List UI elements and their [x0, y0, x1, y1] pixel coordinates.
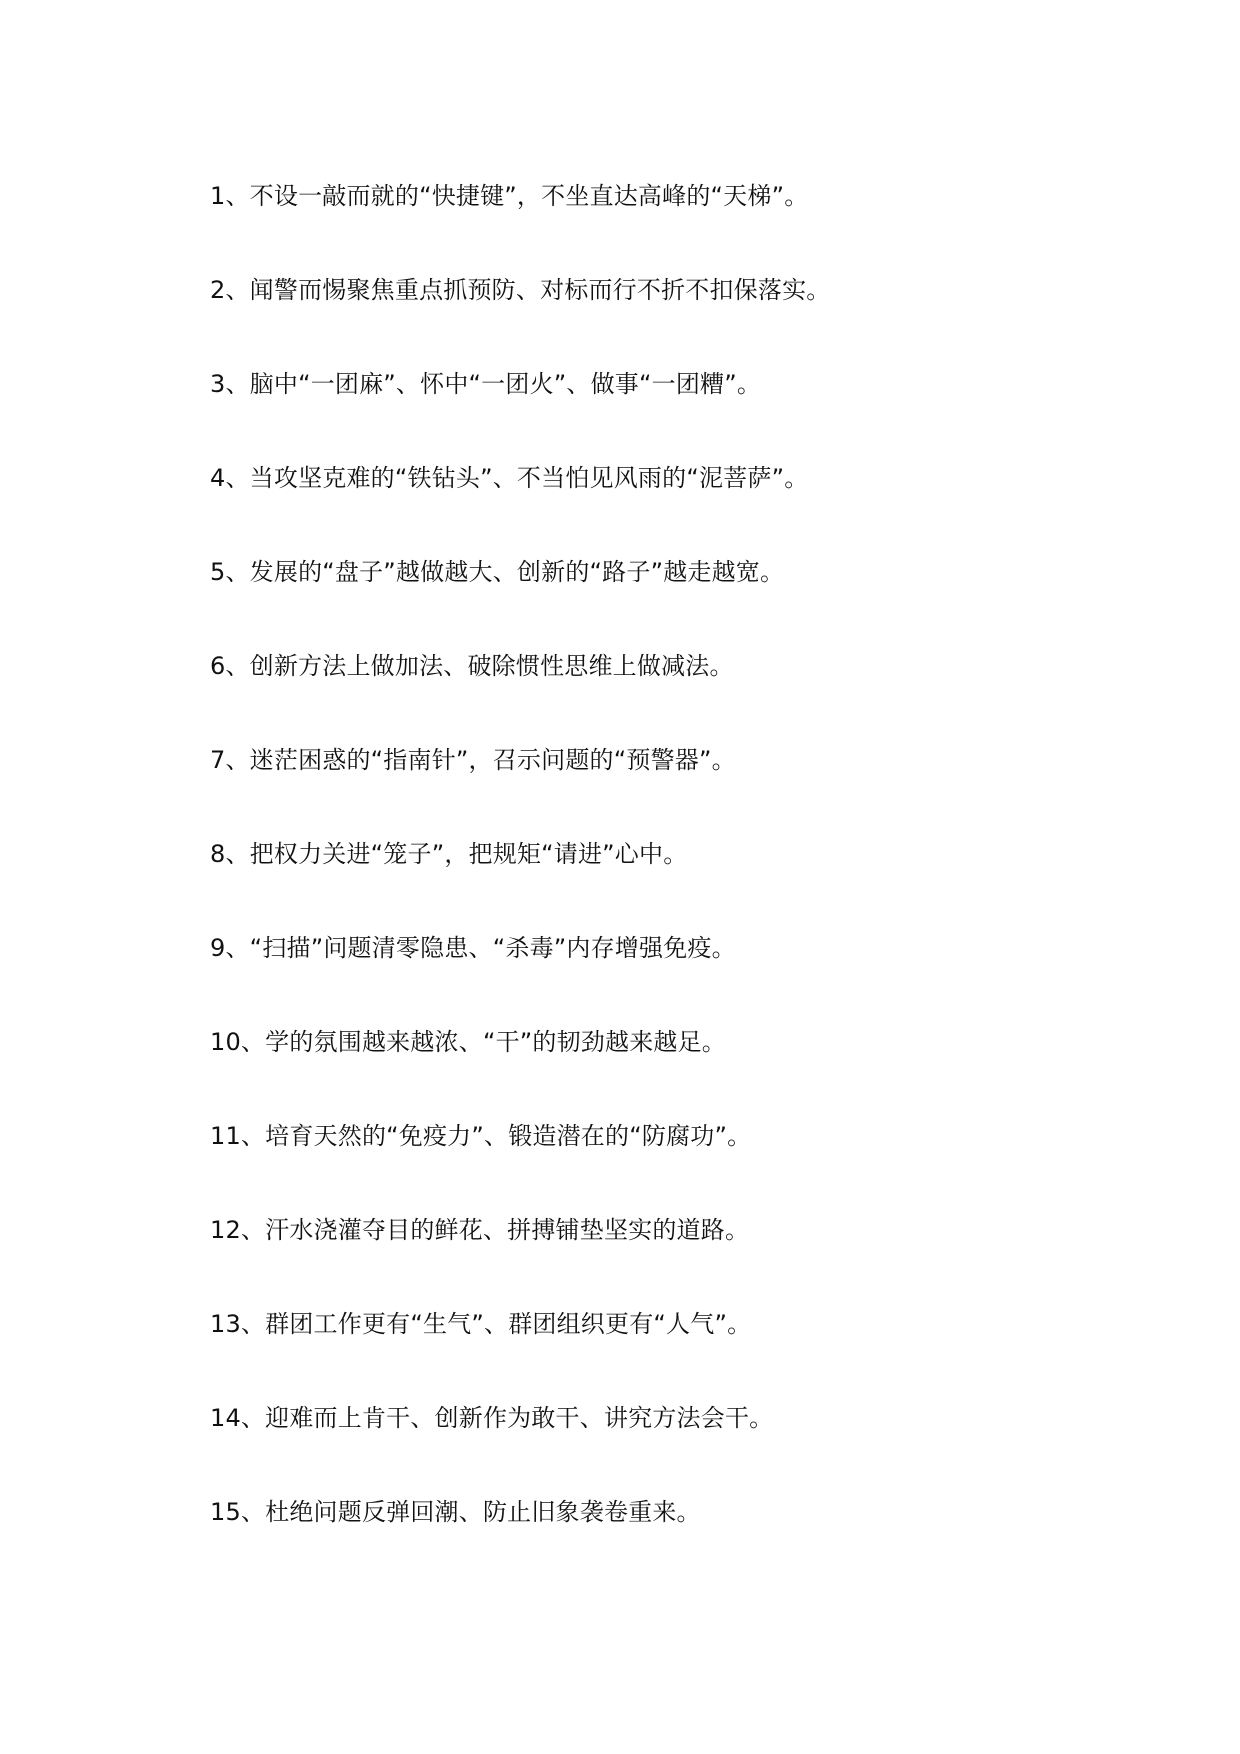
phrase-list [210, 172, 1170, 1582]
list-item: 7、迷茫困惑的“指南针”，召示问题的“预警器”。 [210, 746, 736, 774]
list-item: 1、不设一敲而就的“快捷键”，不坐直达高峰的“天梯”。 [210, 182, 809, 210]
list-item: 4、当攻坚克难的“铁钻头”、不当怕见风雨的“泥菩萨”。 [210, 464, 809, 492]
list-item: 14、迎难而上肯干、创新作为敢干、讲究方法会干。 [210, 1404, 774, 1432]
list-item: 9、“扫描”问题清零隐患、“杀毒”内存增强免疫。 [210, 934, 736, 962]
list-item: 8、把权力关进“笼子”，把规矩“请进”心中。 [210, 840, 688, 868]
list-item: 11、培育天然的“免疫力”、锻造潜在的“防腐功”。 [210, 1122, 752, 1150]
list-item: 6、创新方法上做加法、破除惯性思维上做减法。 [210, 652, 734, 680]
list-item: 2、闻警而惕聚焦重点抓预防、对标而行不折不扣保落实。 [210, 276, 831, 304]
list-item: 10、学的氛围越来越浓、“干”的韧劲越来越足。 [210, 1028, 727, 1056]
list-item: 5、发展的“盘子”越做越大、创新的“路子”越走越宽。 [210, 558, 785, 586]
list-item: 15、杜绝问题反弹回潮、防止旧象袭卷重来。 [210, 1498, 701, 1526]
list-item: 13、群团工作更有“生气”、群团组织更有“人气”。 [210, 1310, 752, 1338]
list-item: 3、脑中“一团麻”、怀中“一团火”、做事“一团糟”。 [210, 370, 762, 398]
list-item: 12、汗水浇灌夺目的鲜花、拼搏铺垫坚实的道路。 [210, 1216, 750, 1244]
